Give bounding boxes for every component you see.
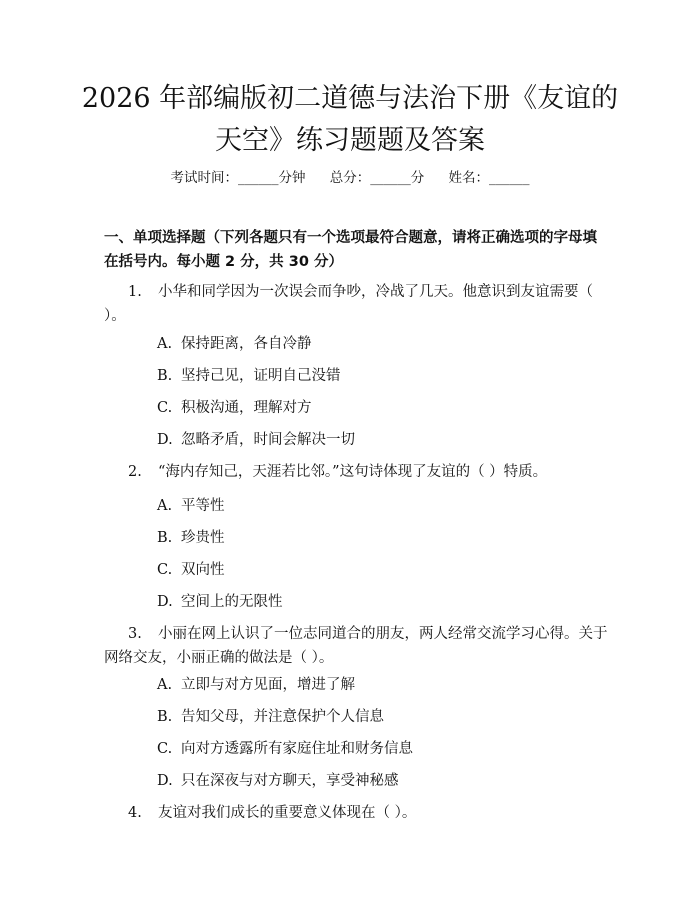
option-letter: D. xyxy=(157,773,173,789)
option-text: 双向性 xyxy=(181,562,225,578)
option-text: 坚持己见，证明自己没错 xyxy=(181,368,341,384)
exam-info xyxy=(0,166,700,186)
option-text: 保持距离，各自冷静 xyxy=(181,336,312,352)
option-letter: B. xyxy=(157,368,173,384)
option-1d xyxy=(157,428,355,452)
option-text: 积极沟通，理解对方 xyxy=(181,400,312,416)
option-text: 立即与对方见面，增进了解 xyxy=(181,677,355,693)
option-2a xyxy=(157,494,225,518)
question-1 xyxy=(104,280,614,328)
option-letter: B. xyxy=(157,530,173,546)
option-text: 告知父母，并注意保护个人信息 xyxy=(181,709,384,725)
option-letter: C. xyxy=(157,562,173,578)
question-4 xyxy=(104,801,614,825)
title-line-1: 2026 年部编版初二道德与法治下册《友谊的 xyxy=(81,83,619,114)
option-letter: A. xyxy=(157,336,173,352)
option-letter: D. xyxy=(157,594,173,610)
question-number: 1. xyxy=(128,284,142,300)
question-text: “海内存知己，天涯若比邻。”这句诗体现了友谊的（ ）特质。 xyxy=(158,464,548,480)
question-2 xyxy=(104,460,614,484)
option-2b xyxy=(157,526,225,550)
question-text: 友谊对我们成长的重要意义体现在（ ）。 xyxy=(158,805,417,821)
exam-time: 考试时间：______分钟 xyxy=(170,170,306,186)
question-number: 2. xyxy=(128,464,142,480)
question-3 xyxy=(104,622,614,670)
option-text: 珍贵性 xyxy=(181,530,225,546)
section-heading: 一、单项选择题（下列各题只有一个选项最符合题意，请将正确选项的字母填在括号内。每小题 2 分，共 30 分） xyxy=(104,230,597,270)
option-3d xyxy=(157,769,399,793)
question-text: 小丽在网上认识了一位志同道合的朋友，两人经常交流学习心得。关于网络交友，小丽正确的做法是（ ）。 xyxy=(104,626,608,666)
option-letter: B. xyxy=(157,709,173,725)
document-title xyxy=(0,78,700,162)
option-3a xyxy=(157,673,355,697)
option-letter: A. xyxy=(157,498,173,514)
option-letter: C. xyxy=(157,741,173,757)
option-1a xyxy=(157,332,312,356)
option-1b xyxy=(157,364,341,388)
option-1c xyxy=(157,396,312,420)
option-text: 忽略矛盾，时间会解决一切 xyxy=(181,432,355,448)
option-2d xyxy=(157,590,283,614)
title-line-2: 天空》练习题题及答案 xyxy=(215,125,485,156)
question-number: 3. xyxy=(128,626,142,642)
option-text: 空间上的无限性 xyxy=(181,594,283,610)
option-text: 向对方透露所有家庭住址和财务信息 xyxy=(181,741,413,757)
option-letter: A. xyxy=(157,677,173,693)
option-text: 平等性 xyxy=(181,498,225,514)
option-2c xyxy=(157,558,225,582)
option-3c xyxy=(157,737,413,761)
question-number: 4. xyxy=(128,805,142,821)
total-score: 总分：______分 xyxy=(329,170,425,186)
option-letter: C. xyxy=(157,400,173,416)
option-text: 只在深夜与对方聊天，享受神秘感 xyxy=(181,773,399,789)
student-name: 姓名：______ xyxy=(448,170,530,186)
option-letter: D. xyxy=(157,432,173,448)
option-3b xyxy=(157,705,384,729)
question-text: 小华和同学因为一次误会而争吵，冷战了几天。他意识到友谊需要（ ）。 xyxy=(104,284,593,324)
